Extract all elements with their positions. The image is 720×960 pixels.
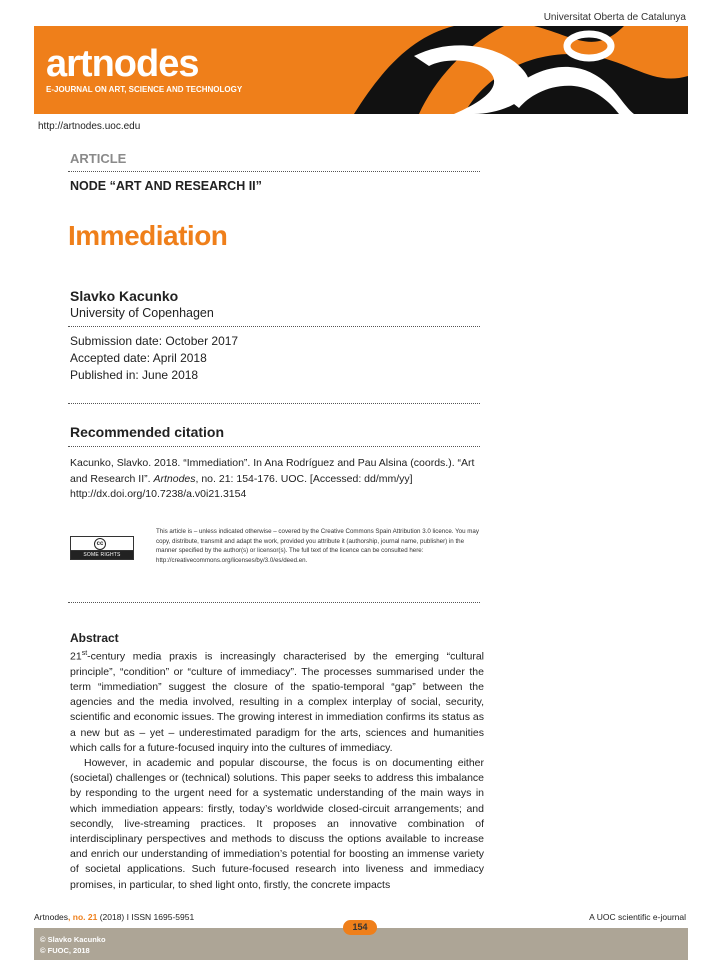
node-label: NODE “ART AND RESEARCH II”	[70, 179, 262, 193]
footer-publisher: A UOC scientific e-journal	[589, 912, 686, 922]
abstract-body	[70, 646, 484, 893]
creative-commons-badge[interactable]	[70, 536, 134, 566]
divider	[68, 403, 480, 404]
cc-badge-text: SOME RIGHTS RESERVED	[71, 551, 133, 559]
section-label: ARTICLE	[70, 151, 127, 166]
page-number: 154	[343, 920, 377, 935]
article-title: Immediation	[68, 220, 228, 251]
copyright: © Slavko Kacunko © FUOC, 2018	[40, 935, 106, 955]
citation-doi[interactable]: http://dx.doi.org/10.7238/a.v0i21.3154	[70, 488, 247, 500]
abstract-heading: Abstract	[70, 631, 119, 645]
accepted-date: Accepted date: April 2018	[70, 351, 207, 365]
submission-date: Submission date: October 2017	[70, 334, 239, 348]
abstract-paragraph: However, in academic and popular discourse, the focus is on documenting either (societal) challenges or (technical) solutions. This paper seeks to address this imbalance by responding to the urgent need for a systematic understanding of the main ways in which immediation appears: firstly, today’s worldwide closed-circuit arrangements; and secondly, live-streaming practices. It proposes an innovative combination of interdisciplinary perspectives and methods to discuss the options available to increase and enrich our understanding of immediation’s potential for boosting an immense variety of societal applications. Such future-focused research into liveness and immediacy promises, in particular, to shed light onto, firstly, the concrete impacts	[70, 756, 484, 891]
divider	[68, 326, 480, 327]
journal-tagline: E-JOURNAL ON ART, SCIENCE AND TECHNOLOGY	[46, 85, 243, 94]
published-date: Published in: June 2018	[70, 368, 199, 382]
citation-journal: Artnodes	[153, 472, 196, 485]
journal-logo: artnodes	[46, 43, 199, 85]
citation-text: Kacunko, Slavko. 2018. “Immediation”. In Ana Rodríguez and Pau Alsina (coords.). “Art and Research II”. Artnodes, no. 21: 154-176. UOC. [Accessed: dd/mm/yy] http://dx.doi.org/10.7238/a.v0i21.3154	[70, 457, 475, 500]
article-dates	[70, 333, 238, 384]
footer-journal-info: Artnodes, no. 21 (2018) I ISSN 1695-5951	[34, 912, 195, 922]
citation-heading: Recommended citation	[70, 424, 225, 440]
journal-url[interactable]: http://artnodes.uoc.edu	[38, 121, 141, 132]
divider	[68, 446, 480, 447]
abstract-paragraph: 21st-century media praxis is increasingly characterised by the emerging “cultural principle”, “condition” or “culture of immediacy”. The processes summarised under the term “immediation” suggest the closure of the spatio-temporal “gap” between the agencies and the media involved, resulting in a complex interplay of social, security, scientific and economic issues. The growing interest in immediation confirms its status as a new but as – yet – underestimated paradigm for the arts, sciences and humanities which calls for a future-focused inquiry into the cultures of immediacy.	[70, 650, 484, 754]
cc-icon: cc	[94, 538, 106, 550]
author-name: Slavko Kacunko	[70, 288, 179, 304]
university-name: Universitat Oberta de Catalunya	[543, 12, 686, 23]
divider	[68, 602, 480, 603]
author-affiliation: University of Copenhagen	[70, 306, 214, 320]
divider	[68, 171, 480, 172]
licence-text: This article is – unless indicated otherwise – covered by the Creative Commons Spain Attribution 3.0 licence. You may copy, distribute, transmit and adapt the work, provided you attribute it (authorship, journal name, publisher) in the manner specified by the author(s) or licensor(s). The full text of the licence can be consulted here: http://creativecommons.org/licenses/by/3.0/es/deed.en.	[156, 528, 479, 564]
journal-banner	[34, 26, 688, 114]
